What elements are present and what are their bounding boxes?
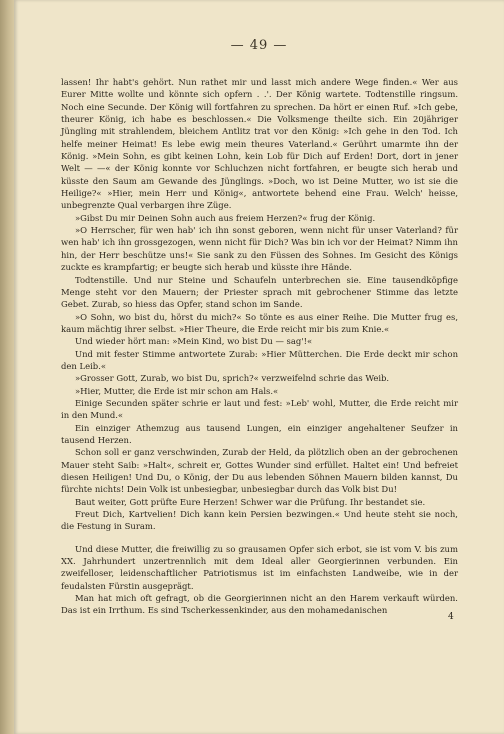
paragraph: Ein einziger Athemzug aus tausend Lungen, ein einziger angehaltener Seufzer in tausend Herzen. [61, 422, 458, 445]
paragraph: »Grosser Gott, Zurab, wo bist Du, sprich?« verzweifelnd schrie das Weib. [75, 373, 390, 384]
body-text [61, 76, 458, 617]
signature-mark: 4 [448, 612, 454, 622]
paragraph: Freut Dich, Kartvelien! Dich kann kein Persien bezwingen.« Und heute steht sie noch, die Festung in Suram. [61, 509, 458, 532]
book-page [14, 0, 504, 734]
paragraph: Baut weiter, Gott prüfte Eure Herzen! Schwer war die Prüfung. Ihr bestandet sie. [75, 496, 426, 507]
paragraph: lassen! Ihr habt's gehört. Nun rathet mir und lasst mich andere Wege finden.« Wer aus Eurer Mitte wollte und könnte sich opfern . .'. Der König wartete. Todtenstille ringsum. Noch eine Secunde. Der König will fortfahren zu sprechen. Da hört er einen Ruf. »Ich gebe, theurer König, ich habe es beschlossen.« Die Volksmenge theilte sich. Ein 20jähriger Jüngling mit strahlendem, bleichem Antlitz trat vor den König: »Ich gehe in den Tod. Ich helfe meiner Heimat! Es lebe ewig mein theures Vaterland.« Gerührt umarmte ihn der König. »Mein Sohn, es gibt keinen Lohn, kein Lob für Dich auf Erden! Dort, dort in jener Welt — —« der König konnte vor Schluchzen nicht fortfahren, er beugte sich herab und küsste den Saum am Gewande des Jünglings. »Doch, wo ist Deine Mutter, wo ist sie die Heilige?« »Hier, mein Herr und König«, antwortete behend eine Frau. Welch' heisse, unbegrenzte Qual verbargen ihre Züge. [61, 77, 458, 211]
paragraph: Einige Secunden später schrie er laut und fest: »Leb' wohl, Mutter, die Erde reicht mir in den Mund.« [61, 397, 458, 421]
paragraph: »O Herrscher, für wen hab' ich ihn sonst geboren, wenn nicht für unser Vaterland? für wen hab' ich ihn grossgezogen, wenn nicht für Dich? Was bin ich vor der Heimat? Nimm ihn hin, der Herr beschütze uns!« Sie sank zu den Füssen des Sohnes. Im Gesicht des Königs zuckte es krampfartig; er beugte sich herab und küsste ihre Hände. [61, 225, 458, 273]
paragraph: Schon soll er ganz verschwinden, Zurab der Held, da plötzlich oben an der gebrochenen Mauer steht Saib: »Halt«, schreit er, Gottes Wunder sind erfüllet. Haltet ein! Und befreiet diesen Heiligen! Und Du, o König, der Du aus lebenden Söhnen Mauern bilden kannst, Du fürchte nichts! Dein Volk ist unbesiegbar, unbesiegbar durch das Volk bist Du! [61, 447, 458, 495]
paragraph: »Hier, Mutter, die Erde ist mir schon am Hals.« [75, 385, 279, 396]
paragraph: Und wieder hört man: »Mein Kind, wo bist Du — sag'!« [75, 336, 313, 347]
paragraph: Und mit fester Stimme antwortete Zurab: »Hier Mütterchen. Die Erde deckt mir schon den Leib.« [61, 348, 458, 371]
paragraph: Todtenstille. Und nur Steine und Schaufeln unterbrechen sie. Eine tausendköpfige Menge steht vor den Mauern; der Priester sprach mit gebrochener Stimme das letzte Gebet. Zurab, so hiess das Opfer, stand schon im Sande. [61, 274, 458, 310]
paragraph: Man hat mich oft gefragt, ob die Georgierinnen nicht an den Harem verkauft würden. Das ist ein Irrthum. Es sind Tscherkessenkinder, aus den mohamedanischen [61, 593, 458, 616]
paragraph: Und diese Mutter, die freiwillig zu so grausamen Opfer sich erbot, sie ist vom V. bis zum XX. Jahrhundert unzertrennlich mit dem Ideal aller Georgierinnen verbunden. Ein zweifelloser, leidenschaftlicher Patriotismus ist im einfachsten Landweibe, wie in der feudalsten Fürstin ausgeprägt. [61, 543, 458, 591]
paragraph: »Gibst Du mir Deinen Sohn auch aus freiem Herzen?« frug der König. [75, 212, 376, 223]
book-binding [0, 0, 14, 734]
page-number-header: — 49 — [230, 38, 288, 53]
paragraph: »O Sohn, wo bist du, hörst du mich?« So tönte es aus einer Reihe. Die Mutter frug es, kaum mächtig ihrer selbst. »Hier Theure, die Erde reicht mir bis zum Knie.« [61, 311, 458, 334]
